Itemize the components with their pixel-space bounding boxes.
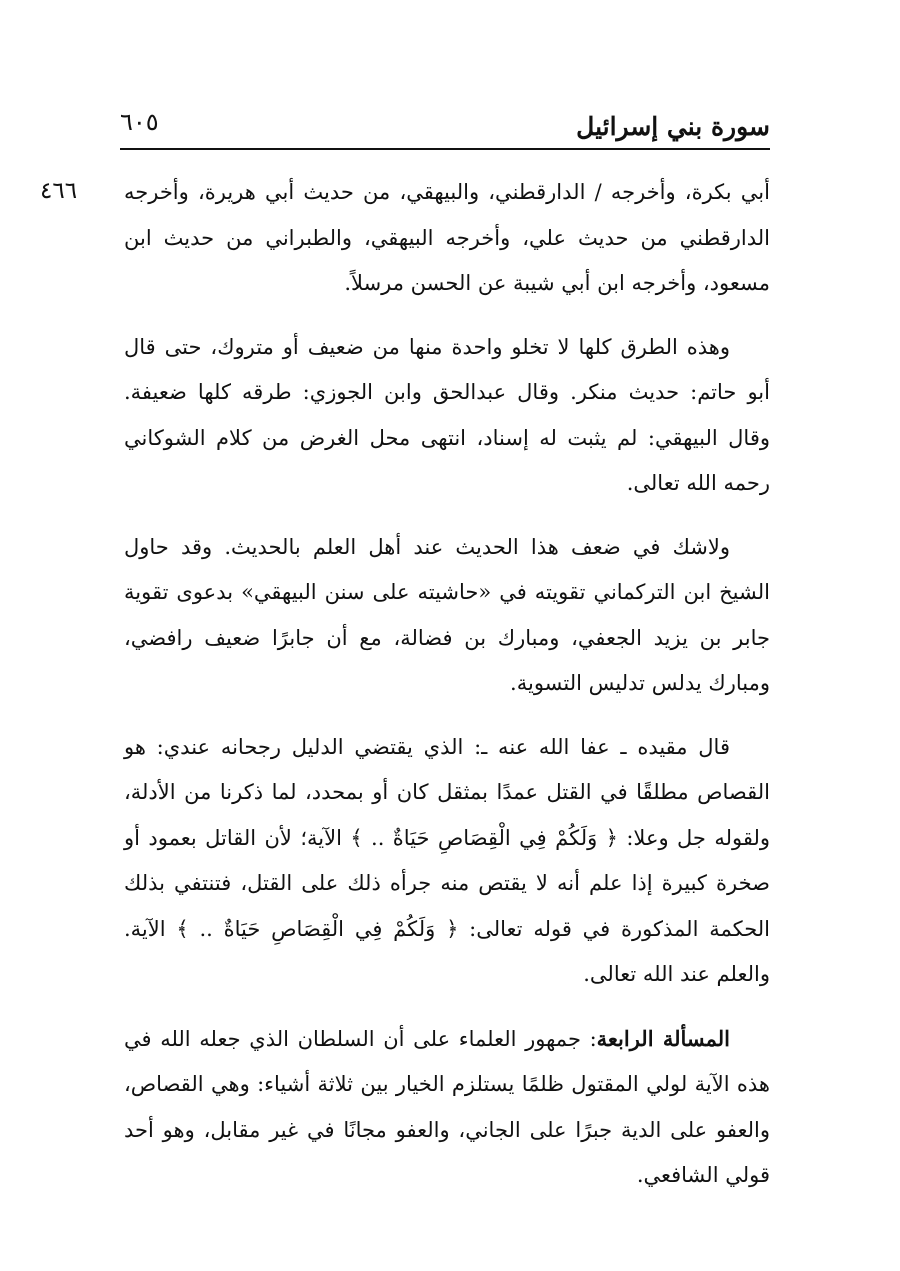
running-title: سورة بني إسرائيل — [576, 112, 770, 141]
page-number: ٦٠٥ — [120, 108, 159, 136]
running-header — [120, 108, 770, 148]
paragraph-hadith-weakness: ولاشك في ضعف هذا الحديث عند أهل العلم بالحديث. وقد حاول الشيخ ابن التركماني تقويته في «حاشيته على سنن البيهقي» بدعوى تقوية جابر بن يزيد الجعفي، ومبارك بن فضالة، مع أن جابرًا ضعيف رافضي، ومبارك يدلس تدليس التسوية. — [124, 534, 770, 695]
fourth-issue-heading: المسألة الرابعة — [596, 1025, 730, 1051]
header-divider — [120, 148, 770, 150]
paragraph-author-opinion: قال مقيده ـ عفا الله عنه ـ: الذي يقتضي الدليل رجحانه عندي: هو القصاص مطلقًا في القتل عمدًا بمثقل كان أو بمحدد، لما ذكرنا من الأدلة، ولقوله جل وعلا: ﴿ وَلَكُمْ فِي الْقِصَاصِ حَيَاةٌ .. ﴾ الآية؛ لأن القاتل بعمود أو صخرة كبيرة إذا علم أنه لا يقتص منه جرأه ذلك على القتل، فتنتفي بذلك الحكمة المذكورة في قوله تعالى: ﴿ وَلَكُمْ فِي الْقِصَاصِ حَيَاةٌ .. ﴾ الآية. والعلم عند الله تعالى. — [124, 734, 770, 986]
fourth-issue-text: : جمهور العلماء على أن السلطان الذي جعله الله في هذه الآية لولي المقتول ظلمًا يستلزم الخيار بين ثلاثة أشياء: وهي القصاص، والعفو على الدية جبرًا على الجاني، والعفو مجانًا في غير مقابل، وهو أحد قولي الشافعي. — [124, 1026, 770, 1187]
margin-page-reference: ٤٦٦ — [40, 178, 78, 204]
paragraph-fourth-issue — [124, 1016, 770, 1199]
body-text — [124, 170, 770, 1217]
paragraph-weak-chains: وهذه الطرق كلها لا تخلو واحدة منها من ضعيف أو متروك، حتى قال أبو حاتم: حديث منكر. وقال عبدالحق وابن الجوزي: طرقه كلها ضعيفة. وقال البيهقي: لم يثبت له إسناد، انتهى محل الغرض من كلام الشوكاني رحمه الله تعالى. — [124, 334, 770, 495]
paragraph-hadith-sources: أبي بكرة، وأخرجه / الدارقطني، والبيهقي، من حديث أبي هريرة، وأخرجه الدارقطني من حديث علي، وأخرجه البيهقي، والطبراني من حديث ابن مسعود، وأخرجه ابن أبي شيبة عن الحسن مرسلاً. — [124, 180, 770, 295]
